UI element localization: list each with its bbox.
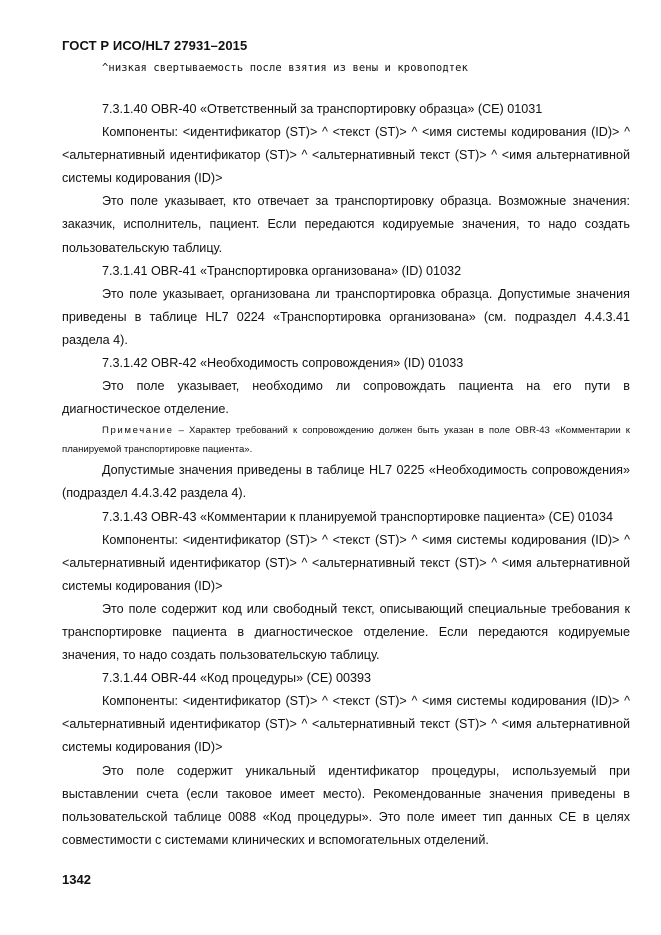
continued-text-line: ^низкая свертываемость после взятия из вены и кровоподтек xyxy=(102,62,469,74)
obr43-description: Это поле содержит код или свободный текст, описывающий специальные требования к транспортировке пациента в диагностическое отделение. Если передаются кодируемые значения, то надо создать пользовательскую таблицу. xyxy=(62,601,630,663)
note-text: – Характер требований к сопровождению должен быть указан в поле OBR-43 «Комментарии к планируемой транспортировке пациента». xyxy=(62,425,630,456)
obr43-components: Компоненты: <идентификатор (ST)> ^ <текст (ST)> ^ <имя системы кодирования (ID)> ^ <альтернативный идентификатор (ST)> ^ <альтернативный текст (ST)> ^ <имя альтернативной системы кодирования (ID)> xyxy=(62,532,630,593)
obr40-description: Это поле указывает, кто отвечает за транспортировку образца. Возможные значения: заказчик, исполнитель, пациент. Если передаются кодируемые значения, то надо создать пользовательскую таблицу. xyxy=(62,194,630,255)
page-number: 1342 xyxy=(62,872,91,887)
obr44-description: Это поле содержит уникальный идентификатор процедуры, используемый при выставлении счета (если таковое имеет место). Рекомендованные значения приведены в пользовательской таблице 0088 «Код процедуры». Это поле имеет тип данных CE в целях совместимости с системами клинических и вспомогательных отделений. xyxy=(62,763,630,847)
document-header: ГОСТ Р ИСО/HL7 27931–2015 xyxy=(62,38,248,53)
obr40-components: Компоненты: <идентификатор (ST)> ^ <текст (ST)> ^ <имя системы кодирования (ID)> ^ <альтернативный идентификатор (ST)> ^ <альтернативный текст (ST)> ^ <имя альтернативной системы кодирования (ID)> xyxy=(62,125,630,186)
obr42-description: Это поле указывает, необходимо ли сопровождать пациента на его пути в диагностическое отделение. xyxy=(62,379,630,417)
section-heading-obr44: 7.3.1.44 OBR-44 «Код процедуры» (CE) 00393 xyxy=(102,671,372,686)
note-paragraph xyxy=(62,421,630,459)
section-heading-obr40: 7.3.1.40 OBR-40 «Ответственный за транспортировку образца» (CE) 01031 xyxy=(102,102,543,116)
note-label: Примечание xyxy=(102,425,174,437)
section-heading-obr43: 7.3.1.43 OBR-43 «Комментарии к планируемой транспортировке пациента» (CE) 01034 xyxy=(102,509,614,524)
obr42-allowed-values: Допустимые значения приведены в таблице HL7 0225 «Необходимость сопровождения» (подраздел 4.4.3.42 раздела 4). xyxy=(62,463,630,501)
section-heading-obr41: 7.3.1.41 OBR-41 «Транспортировка организована» (ID) 01032 xyxy=(102,263,462,278)
obr44-components: Компоненты: <идентификатор (ST)> ^ <текст (ST)> ^ <имя системы кодирования (ID)> ^ <альтернативный идентификатор (ST)> ^ <альтернативный текст (ST)> ^ <имя альтернативной системы кодирования (ID)> xyxy=(62,694,630,755)
obr41-description: Это поле указывает, организована ли транспортировка образца. Допустимые значения приведены в таблице HL7 0224 «Транспортировка организована» (см. подраздел 4.4.3.41 раздела 4). xyxy=(62,286,630,347)
document-body xyxy=(62,98,630,852)
section-heading-obr42: 7.3.1.42 OBR-42 «Необходимость сопровождения» (ID) 01033 xyxy=(102,356,464,371)
